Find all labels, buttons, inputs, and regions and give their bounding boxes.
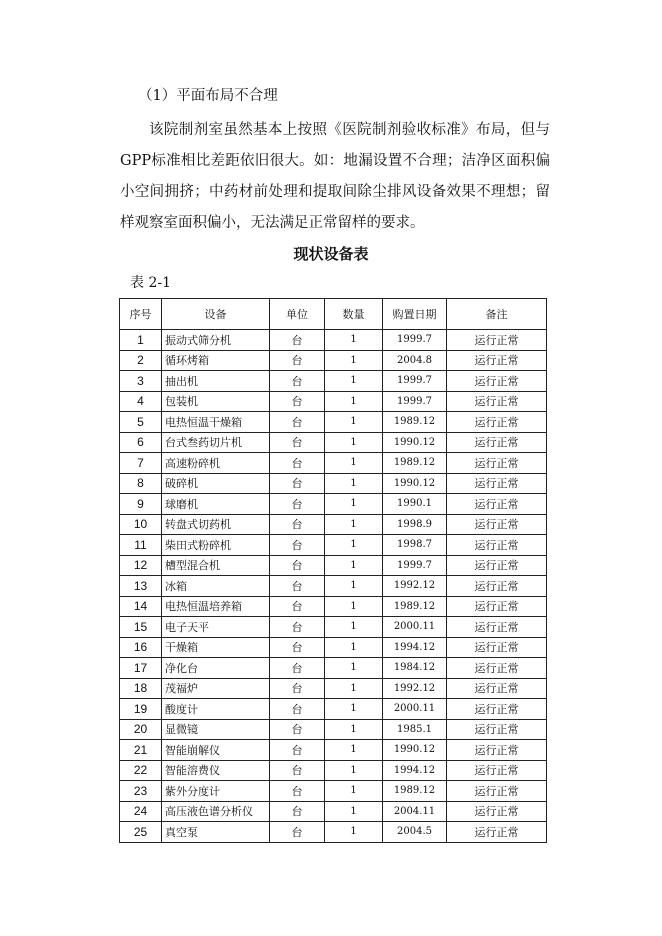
cell-unit: 台 xyxy=(270,801,325,822)
cell-index: 5 xyxy=(120,412,162,433)
cell-remark: 运行正常 xyxy=(447,555,547,576)
cell-remark: 运行正常 xyxy=(447,350,547,371)
cell-remark: 运行正常 xyxy=(447,699,547,720)
cell-quantity: 1 xyxy=(325,473,383,494)
cell-quantity: 1 xyxy=(325,330,383,351)
cell-remark: 运行正常 xyxy=(447,781,547,802)
cell-unit: 台 xyxy=(270,719,325,740)
cell-equipment: 台式叁药切片机 xyxy=(162,432,270,453)
table-header-row xyxy=(120,299,547,330)
table-title: 现状设备表 xyxy=(293,245,369,263)
cell-equipment: 槽型混合机 xyxy=(162,555,270,576)
cell-unit: 台 xyxy=(270,555,325,576)
table-row xyxy=(120,617,547,638)
cell-equipment: 茂福炉 xyxy=(162,678,270,699)
cell-unit: 台 xyxy=(270,617,325,638)
cell-remark: 运行正常 xyxy=(447,740,547,761)
cell-purchase-date: 1994.12 xyxy=(383,637,447,658)
cell-equipment: 振动式筛分机 xyxy=(162,330,270,351)
table-row xyxy=(120,576,547,597)
cell-quantity: 1 xyxy=(325,576,383,597)
cell-index: 17 xyxy=(120,658,162,679)
cell-index: 2 xyxy=(120,350,162,371)
cell-remark: 运行正常 xyxy=(447,596,547,617)
cell-index: 19 xyxy=(120,699,162,720)
cell-remark: 运行正常 xyxy=(447,801,547,822)
cell-equipment: 柴田式粉碎机 xyxy=(162,535,270,556)
cell-remark: 运行正常 xyxy=(447,453,547,474)
table-body xyxy=(120,330,547,843)
cell-purchase-date: 1999.7 xyxy=(383,391,447,412)
cell-equipment: 净化台 xyxy=(162,658,270,679)
equipment-table xyxy=(119,298,547,843)
table-row xyxy=(120,637,547,658)
cell-remark: 运行正常 xyxy=(447,535,547,556)
body-paragraph: 该院制剂室虽然基本上按照《医院制剂验收标准》布局，但与GPP标准相比差距依旧很大。如：地漏设置不合理；洁净区面积偏小空间拥挤；中药材前处理和提取间除尘排风设备效果不理想；留样观察室面积偏小，无法满足正常留样的要求。 xyxy=(120,122,550,231)
cell-purchase-date: 2004.5 xyxy=(383,822,447,843)
cell-unit: 台 xyxy=(270,453,325,474)
cell-index: 8 xyxy=(120,473,162,494)
cell-remark: 运行正常 xyxy=(447,473,547,494)
cell-quantity: 1 xyxy=(325,678,383,699)
table-row xyxy=(120,760,547,781)
header-index: 序号 xyxy=(120,299,162,330)
cell-index: 12 xyxy=(120,555,162,576)
table-row xyxy=(120,535,547,556)
cell-unit: 台 xyxy=(270,596,325,617)
cell-unit: 台 xyxy=(270,535,325,556)
table-row xyxy=(120,514,547,535)
table-row xyxy=(120,801,547,822)
cell-quantity: 1 xyxy=(325,781,383,802)
cell-purchase-date: 1999.7 xyxy=(383,555,447,576)
cell-equipment: 智能崩解仪 xyxy=(162,740,270,761)
cell-quantity: 1 xyxy=(325,391,383,412)
cell-quantity: 1 xyxy=(325,412,383,433)
cell-equipment: 球磨机 xyxy=(162,494,270,515)
header-quantity: 数量 xyxy=(325,299,383,330)
cell-equipment: 转盘式切药机 xyxy=(162,514,270,535)
cell-purchase-date: 1984.12 xyxy=(383,658,447,679)
cell-quantity: 1 xyxy=(325,555,383,576)
table-row xyxy=(120,719,547,740)
cell-unit: 台 xyxy=(270,740,325,761)
cell-unit: 台 xyxy=(270,699,325,720)
cell-remark: 运行正常 xyxy=(447,330,547,351)
cell-purchase-date: 1990.12 xyxy=(383,740,447,761)
header-unit: 单位 xyxy=(270,299,325,330)
cell-quantity: 1 xyxy=(325,596,383,617)
cell-remark: 运行正常 xyxy=(447,637,547,658)
table-row xyxy=(120,678,547,699)
cell-index: 6 xyxy=(120,432,162,453)
cell-unit: 台 xyxy=(270,330,325,351)
cell-index: 1 xyxy=(120,330,162,351)
cell-purchase-date: 1989.12 xyxy=(383,412,447,433)
cell-remark: 运行正常 xyxy=(447,371,547,392)
table-row xyxy=(120,330,547,351)
cell-equipment: 抽出机 xyxy=(162,371,270,392)
table-row xyxy=(120,494,547,515)
cell-equipment: 冰箱 xyxy=(162,576,270,597)
cell-unit: 台 xyxy=(270,658,325,679)
cell-equipment: 高速粉碎机 xyxy=(162,453,270,474)
cell-quantity: 1 xyxy=(325,658,383,679)
cell-remark: 运行正常 xyxy=(447,678,547,699)
cell-index: 22 xyxy=(120,760,162,781)
cell-quantity: 1 xyxy=(325,371,383,392)
cell-purchase-date: 1992.12 xyxy=(383,576,447,597)
cell-index: 14 xyxy=(120,596,162,617)
cell-index: 18 xyxy=(120,678,162,699)
cell-unit: 台 xyxy=(270,371,325,392)
cell-remark: 运行正常 xyxy=(447,617,547,638)
cell-unit: 台 xyxy=(270,576,325,597)
cell-equipment: 循环烤箱 xyxy=(162,350,270,371)
cell-purchase-date: 2000.11 xyxy=(383,617,447,638)
cell-quantity: 1 xyxy=(325,432,383,453)
cell-unit: 台 xyxy=(270,637,325,658)
cell-unit: 台 xyxy=(270,678,325,699)
cell-purchase-date: 1994.12 xyxy=(383,760,447,781)
cell-remark: 运行正常 xyxy=(447,494,547,515)
table-row xyxy=(120,781,547,802)
cell-purchase-date: 1999.7 xyxy=(383,371,447,392)
cell-purchase-date: 1989.12 xyxy=(383,596,447,617)
cell-equipment: 电热恒温培养箱 xyxy=(162,596,270,617)
cell-remark: 运行正常 xyxy=(447,822,547,843)
cell-remark: 运行正常 xyxy=(447,719,547,740)
cell-purchase-date: 1998.7 xyxy=(383,535,447,556)
cell-index: 7 xyxy=(120,453,162,474)
cell-purchase-date: 1999.7 xyxy=(383,330,447,351)
table-row xyxy=(120,391,547,412)
cell-index: 20 xyxy=(120,719,162,740)
cell-quantity: 1 xyxy=(325,637,383,658)
cell-index: 3 xyxy=(120,371,162,392)
table-row xyxy=(120,822,547,843)
table-row xyxy=(120,371,547,392)
cell-index: 23 xyxy=(120,781,162,802)
cell-equipment: 紫外分度计 xyxy=(162,781,270,802)
cell-equipment: 包装机 xyxy=(162,391,270,412)
cell-index: 15 xyxy=(120,617,162,638)
table-row xyxy=(120,350,547,371)
table-row xyxy=(120,453,547,474)
cell-purchase-date: 1998.9 xyxy=(383,514,447,535)
cell-unit: 台 xyxy=(270,494,325,515)
cell-quantity: 1 xyxy=(325,535,383,556)
table-row xyxy=(120,432,547,453)
cell-remark: 运行正常 xyxy=(447,391,547,412)
cell-purchase-date: 1992.12 xyxy=(383,678,447,699)
cell-index: 13 xyxy=(120,576,162,597)
table-row xyxy=(120,555,547,576)
cell-remark: 运行正常 xyxy=(447,432,547,453)
cell-index: 11 xyxy=(120,535,162,556)
header-remark: 备注 xyxy=(447,299,547,330)
cell-remark: 运行正常 xyxy=(447,658,547,679)
cell-unit: 台 xyxy=(270,432,325,453)
cell-purchase-date: 1989.12 xyxy=(383,453,447,474)
cell-quantity: 1 xyxy=(325,760,383,781)
cell-purchase-date: 2000.11 xyxy=(383,699,447,720)
cell-index: 4 xyxy=(120,391,162,412)
cell-equipment: 酸度计 xyxy=(162,699,270,720)
cell-remark: 运行正常 xyxy=(447,760,547,781)
table-row xyxy=(120,740,547,761)
cell-purchase-date: 1990.1 xyxy=(383,494,447,515)
table-row xyxy=(120,596,547,617)
cell-unit: 台 xyxy=(270,391,325,412)
table-row xyxy=(120,412,547,433)
cell-quantity: 1 xyxy=(325,514,383,535)
cell-quantity: 1 xyxy=(325,350,383,371)
cell-equipment: 显微镜 xyxy=(162,719,270,740)
cell-purchase-date: 1990.12 xyxy=(383,473,447,494)
cell-unit: 台 xyxy=(270,350,325,371)
cell-equipment: 破碎机 xyxy=(162,473,270,494)
cell-index: 10 xyxy=(120,514,162,535)
cell-equipment: 真空泵 xyxy=(162,822,270,843)
cell-purchase-date: 1990.12 xyxy=(383,432,447,453)
cell-index: 24 xyxy=(120,801,162,822)
section-heading: （1）平面布局不合理 xyxy=(138,88,278,104)
cell-index: 25 xyxy=(120,822,162,843)
cell-unit: 台 xyxy=(270,412,325,433)
table-row xyxy=(120,699,547,720)
table-label: 表 2-1 xyxy=(130,275,171,291)
cell-unit: 台 xyxy=(270,822,325,843)
header-purchase-date: 购置日期 xyxy=(383,299,447,330)
cell-remark: 运行正常 xyxy=(447,514,547,535)
cell-unit: 台 xyxy=(270,760,325,781)
table-row xyxy=(120,473,547,494)
cell-equipment: 电热恒温干燥箱 xyxy=(162,412,270,433)
cell-remark: 运行正常 xyxy=(447,576,547,597)
cell-purchase-date: 2004.8 xyxy=(383,350,447,371)
table-row xyxy=(120,658,547,679)
cell-equipment: 高压液色谱分析仪 xyxy=(162,801,270,822)
cell-quantity: 1 xyxy=(325,740,383,761)
cell-quantity: 1 xyxy=(325,699,383,720)
cell-index: 9 xyxy=(120,494,162,515)
cell-quantity: 1 xyxy=(325,719,383,740)
cell-quantity: 1 xyxy=(325,801,383,822)
cell-equipment: 智能溶费仪 xyxy=(162,760,270,781)
cell-index: 16 xyxy=(120,637,162,658)
cell-remark: 运行正常 xyxy=(447,412,547,433)
cell-unit: 台 xyxy=(270,473,325,494)
cell-purchase-date: 2004.11 xyxy=(383,801,447,822)
cell-quantity: 1 xyxy=(325,494,383,515)
cell-unit: 台 xyxy=(270,781,325,802)
cell-quantity: 1 xyxy=(325,617,383,638)
cell-equipment: 电子天平 xyxy=(162,617,270,638)
header-equipment: 设备 xyxy=(162,299,270,330)
cell-quantity: 1 xyxy=(325,453,383,474)
cell-quantity: 1 xyxy=(325,822,383,843)
cell-index: 21 xyxy=(120,740,162,761)
cell-purchase-date: 1989.12 xyxy=(383,781,447,802)
cell-purchase-date: 1985.1 xyxy=(383,719,447,740)
cell-equipment: 干燥箱 xyxy=(162,637,270,658)
cell-unit: 台 xyxy=(270,514,325,535)
